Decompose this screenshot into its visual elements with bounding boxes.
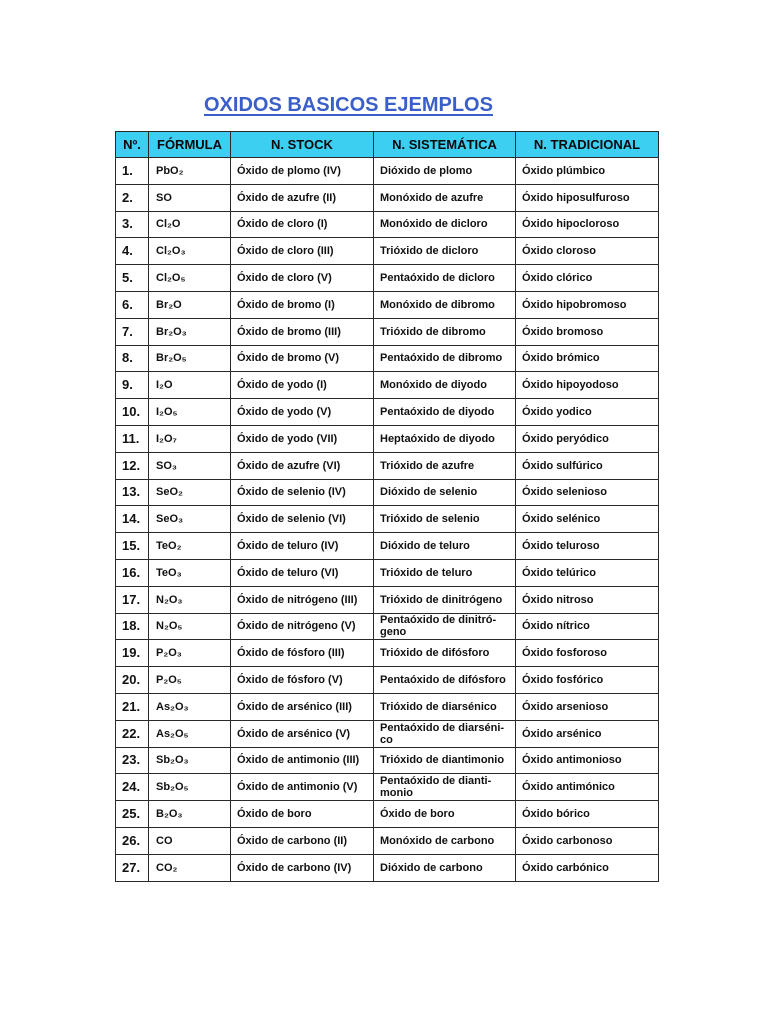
cell-systematic-name: Dióxido de carbono (374, 854, 516, 881)
cell-formula: SeO₃ (149, 506, 231, 533)
table-row (116, 506, 659, 533)
cell-traditional-name: Óxido carbónico (516, 854, 659, 881)
cell-no: 6. (116, 291, 149, 318)
cell-formula: I₂O₇ (149, 425, 231, 452)
header-formula: FÓRMULA (149, 132, 231, 158)
cell-no: 20. (116, 667, 149, 694)
cell-stock-name: Óxido de yodo (I) (231, 372, 374, 399)
cell-systematic-name: Trióxido de selenio (374, 506, 516, 533)
cell-stock-name: Óxido de cloro (V) (231, 265, 374, 292)
cell-traditional-name: Óxido peryódico (516, 425, 659, 452)
cell-traditional-name: Óxido hiposulfuroso (516, 184, 659, 211)
cell-no: 23. (116, 747, 149, 774)
cell-no: 7. (116, 318, 149, 345)
table-row (116, 425, 659, 452)
cell-no: 3. (116, 211, 149, 238)
table-row (116, 479, 659, 506)
cell-stock-name: Óxido de yodo (VII) (231, 425, 374, 452)
cell-traditional-name: Óxido hipoyodoso (516, 372, 659, 399)
cell-formula: SeO₂ (149, 479, 231, 506)
cell-traditional-name: Óxido telúrico (516, 559, 659, 586)
header-no: Nº. (116, 132, 149, 158)
cell-formula: As₂O₃ (149, 693, 231, 720)
cell-systematic-name: Pentaóxido de diarséni- co (374, 720, 516, 747)
cell-traditional-name: Óxido hipobromoso (516, 291, 659, 318)
cell-no: 4. (116, 238, 149, 265)
cell-traditional-name: Óxido antimonioso (516, 747, 659, 774)
cell-stock-name: Óxido de teluro (IV) (231, 533, 374, 560)
table-row (116, 854, 659, 881)
table-row (116, 801, 659, 828)
table-row (116, 452, 659, 479)
table-row (116, 238, 659, 265)
cell-traditional-name: Óxido hipocloroso (516, 211, 659, 238)
cell-stock-name: Óxido de bromo (I) (231, 291, 374, 318)
cell-no: 11. (116, 425, 149, 452)
cell-systematic-name: Monóxido de diyodo (374, 372, 516, 399)
cell-formula: SO (149, 184, 231, 211)
cell-formula: Br₂O (149, 291, 231, 318)
cell-systematic-name: Monóxido de dibromo (374, 291, 516, 318)
cell-no: 10. (116, 399, 149, 426)
cell-formula: Cl₂O₅ (149, 265, 231, 292)
table-row (116, 184, 659, 211)
cell-traditional-name: Óxido arsenioso (516, 693, 659, 720)
cell-formula: TeO₃ (149, 559, 231, 586)
cell-formula: Sb₂O₅ (149, 774, 231, 801)
cell-formula: Br₂O₃ (149, 318, 231, 345)
cell-systematic-name: Monóxido de carbono (374, 827, 516, 854)
table-row (116, 693, 659, 720)
cell-systematic-name: Trióxido de teluro (374, 559, 516, 586)
cell-stock-name: Óxido de selenio (VI) (231, 506, 374, 533)
cell-no: 14. (116, 506, 149, 533)
cell-stock-name: Óxido de fósforo (III) (231, 640, 374, 667)
cell-stock-name: Óxido de teluro (VI) (231, 559, 374, 586)
cell-no: 17. (116, 586, 149, 613)
cell-no: 21. (116, 693, 149, 720)
cell-traditional-name: Óxido yodico (516, 399, 659, 426)
cell-no: 2. (116, 184, 149, 211)
cell-traditional-name: Óxido antimónico (516, 774, 659, 801)
table-row (116, 774, 659, 801)
cell-no: 9. (116, 372, 149, 399)
cell-traditional-name: Óxido nítrico (516, 613, 659, 640)
cell-formula: As₂O₅ (149, 720, 231, 747)
cell-stock-name: Óxido de cloro (I) (231, 211, 374, 238)
table-row (116, 827, 659, 854)
cell-traditional-name: Óxido plúmbico (516, 158, 659, 185)
table-header-row (116, 132, 659, 158)
table-row (116, 559, 659, 586)
cell-systematic-name: Pentaóxido de dibromo (374, 345, 516, 372)
cell-formula: PbO₂ (149, 158, 231, 185)
cell-formula: N₂O₃ (149, 586, 231, 613)
cell-formula: TeO₂ (149, 533, 231, 560)
cell-systematic-name: Trióxido de dicloro (374, 238, 516, 265)
cell-systematic-name: Pentaóxido de dicloro (374, 265, 516, 292)
cell-formula: B₂O₃ (149, 801, 231, 828)
cell-systematic-name: Trióxido de dibromo (374, 318, 516, 345)
cell-systematic-name: Heptaóxido de diyodo (374, 425, 516, 452)
cell-traditional-name: Óxido bórico (516, 801, 659, 828)
table-row (116, 533, 659, 560)
cell-formula: Cl₂O₃ (149, 238, 231, 265)
cell-systematic-name: Dióxido de selenio (374, 479, 516, 506)
cell-no: 22. (116, 720, 149, 747)
cell-formula: SO₃ (149, 452, 231, 479)
cell-systematic-name: Monóxido de azufre (374, 184, 516, 211)
table-row (116, 372, 659, 399)
header-systematic-name: N. SISTEMÁTICA (374, 132, 516, 158)
cell-stock-name: Óxido de carbono (II) (231, 827, 374, 854)
cell-no: 24. (116, 774, 149, 801)
cell-systematic-name: Trióxido de azufre (374, 452, 516, 479)
cell-systematic-name: Pentaóxido de dinitró- geno (374, 613, 516, 640)
cell-systematic-name: Pentaóxido de diyodo (374, 399, 516, 426)
table-row (116, 211, 659, 238)
cell-formula: P₂O₅ (149, 667, 231, 694)
cell-formula: N₂O₅ (149, 613, 231, 640)
cell-traditional-name: Óxido nitroso (516, 586, 659, 613)
cell-stock-name: Óxido de bromo (V) (231, 345, 374, 372)
cell-no: 27. (116, 854, 149, 881)
table-row (116, 399, 659, 426)
cell-stock-name: Óxido de azufre (VI) (231, 452, 374, 479)
cell-no: 26. (116, 827, 149, 854)
cell-systematic-name: Trióxido de dinitrógeno (374, 586, 516, 613)
table-row (116, 640, 659, 667)
cell-systematic-name: Óxido de boro (374, 801, 516, 828)
cell-formula: Br₂O₅ (149, 345, 231, 372)
cell-stock-name: Óxido de fósforo (V) (231, 667, 374, 694)
cell-formula: I₂O (149, 372, 231, 399)
table-row (116, 613, 659, 640)
cell-no: 18. (116, 613, 149, 640)
cell-no: 13. (116, 479, 149, 506)
page-title: OXIDOS BASICOS EJEMPLOS (204, 94, 493, 116)
oxides-table (115, 131, 659, 882)
cell-systematic-name: Dióxido de plomo (374, 158, 516, 185)
table-row (116, 265, 659, 292)
header-traditional-name: N. TRADICIONAL (516, 132, 659, 158)
cell-formula: I₂O₅ (149, 399, 231, 426)
cell-no: 16. (116, 559, 149, 586)
cell-traditional-name: Óxido fosfórico (516, 667, 659, 694)
table-row (116, 586, 659, 613)
table-row (116, 720, 659, 747)
cell-no: 19. (116, 640, 149, 667)
cell-formula: CO (149, 827, 231, 854)
cell-stock-name: Óxido de arsénico (V) (231, 720, 374, 747)
cell-stock-name: Óxido de arsénico (III) (231, 693, 374, 720)
cell-stock-name: Óxido de nitrógeno (III) (231, 586, 374, 613)
table-row (116, 291, 659, 318)
cell-traditional-name: Óxido arsénico (516, 720, 659, 747)
cell-stock-name: Óxido de nitrógeno (V) (231, 613, 374, 640)
cell-no: 25. (116, 801, 149, 828)
cell-systematic-name: Dióxido de teluro (374, 533, 516, 560)
cell-traditional-name: Óxido clórico (516, 265, 659, 292)
cell-traditional-name: Óxido teluroso (516, 533, 659, 560)
cell-formula: CO₂ (149, 854, 231, 881)
cell-systematic-name: Pentaóxido de dianti- monio (374, 774, 516, 801)
cell-systematic-name: Trióxido de diarsénico (374, 693, 516, 720)
cell-systematic-name: Trióxido de diantimonio (374, 747, 516, 774)
cell-no: 15. (116, 533, 149, 560)
cell-systematic-name: Trióxido de difósforo (374, 640, 516, 667)
cell-formula: Cl₂O (149, 211, 231, 238)
table-row (116, 667, 659, 694)
cell-systematic-name: Monóxido de dicloro (374, 211, 516, 238)
cell-stock-name: Óxido de cloro (III) (231, 238, 374, 265)
cell-no: 12. (116, 452, 149, 479)
cell-traditional-name: Óxido carbonoso (516, 827, 659, 854)
cell-traditional-name: Óxido bromoso (516, 318, 659, 345)
cell-stock-name: Óxido de carbono (IV) (231, 854, 374, 881)
table-row (116, 158, 659, 185)
cell-stock-name: Óxido de boro (231, 801, 374, 828)
cell-traditional-name: Óxido cloroso (516, 238, 659, 265)
cell-stock-name: Óxido de selenio (IV) (231, 479, 374, 506)
header-stock-name: N. STOCK (231, 132, 374, 158)
cell-formula: P₂O₃ (149, 640, 231, 667)
cell-no: 1. (116, 158, 149, 185)
table-row (116, 345, 659, 372)
cell-stock-name: Óxido de antimonio (III) (231, 747, 374, 774)
cell-traditional-name: Óxido brómico (516, 345, 659, 372)
cell-traditional-name: Óxido fosforoso (516, 640, 659, 667)
table-row (116, 747, 659, 774)
cell-traditional-name: Óxido sulfúrico (516, 452, 659, 479)
cell-stock-name: Óxido de bromo (III) (231, 318, 374, 345)
cell-systematic-name: Pentaóxido de difósforo (374, 667, 516, 694)
cell-traditional-name: Óxido selenioso (516, 479, 659, 506)
cell-stock-name: Óxido de antimonio (V) (231, 774, 374, 801)
cell-traditional-name: Óxido selénico (516, 506, 659, 533)
cell-stock-name: Óxido de plomo (IV) (231, 158, 374, 185)
cell-no: 5. (116, 265, 149, 292)
cell-stock-name: Óxido de azufre (II) (231, 184, 374, 211)
cell-no: 8. (116, 345, 149, 372)
cell-formula: Sb₂O₃ (149, 747, 231, 774)
cell-stock-name: Óxido de yodo (V) (231, 399, 374, 426)
table-row (116, 318, 659, 345)
